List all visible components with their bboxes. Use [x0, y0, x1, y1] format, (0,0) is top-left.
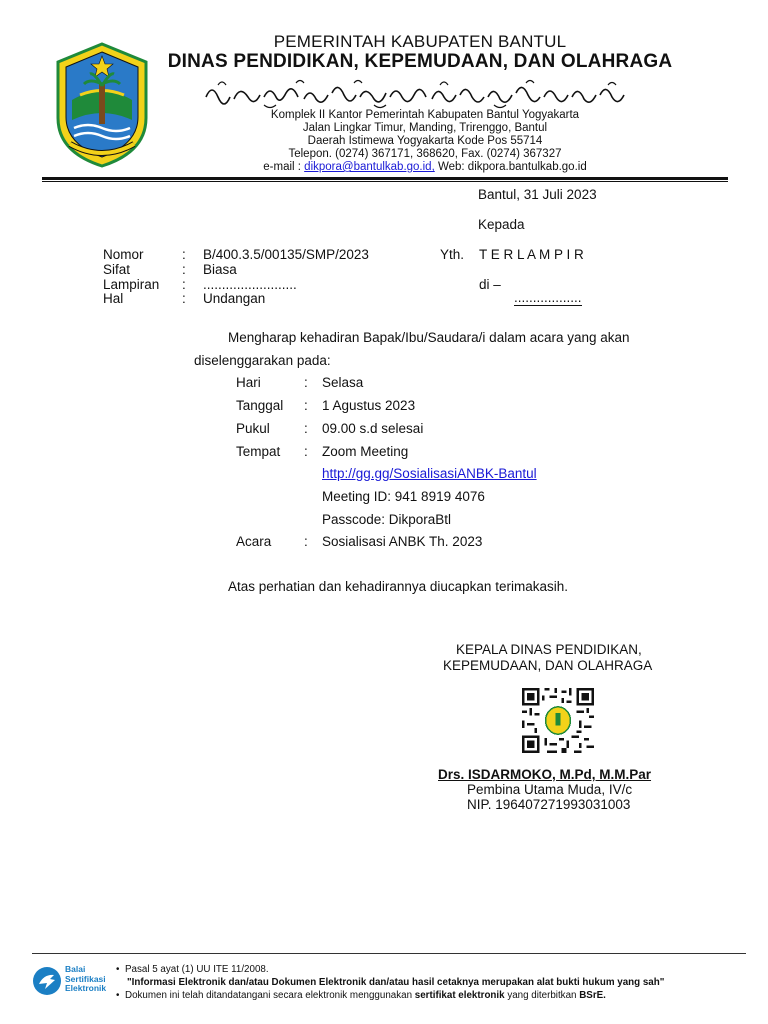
footer-bullet-2: •	[116, 990, 120, 1001]
qr-code-signature-icon[interactable]	[522, 688, 594, 753]
signer-title-line-2: KEPEMUDAAN, DAN OLAHRAGA	[443, 658, 653, 673]
detail-label-hari: Hari	[236, 375, 261, 390]
detail-value-hari: Selasa	[322, 375, 364, 390]
di-label: di –	[479, 277, 501, 292]
email-web-line	[230, 161, 620, 174]
meta-sep-sifat: :	[182, 262, 186, 277]
address-line-2: Jalan Lingkar Timur, Manding, Trirenggo, Bantul	[302, 122, 548, 134]
detail-sep-tanggal: :	[304, 398, 308, 413]
bsre-logo	[32, 962, 112, 1002]
meta-label-nomor: Nomor	[103, 247, 144, 262]
email-label: e-mail :	[263, 161, 305, 173]
bsre-logo-text-2: Sertifikasi	[65, 973, 106, 984]
letterhead-divider-thin	[42, 181, 728, 182]
footer-law-quote: "Informasi Elektronik dan/atau Dokumen Elektronik dan/atau hasil cetaknya merupakan alat bukti hukum yang sah"	[127, 977, 665, 988]
opening-line-1: Mengharap kehadiran Bapak/Ibu/Saudara/i dalam acara yang akan	[228, 330, 630, 345]
detail-label-pukul: Pukul	[236, 421, 270, 436]
meeting-id: Meeting ID: 941 8919 4076	[322, 489, 485, 504]
government-name: PEMERINTAH KABUPATEN BANTUL	[273, 32, 567, 51]
footer-law-reference: Pasal 5 ayat (1) UU ITE 11/2008.	[125, 964, 269, 975]
recipient: T E R L A M P I R	[479, 247, 584, 262]
footer-divider	[32, 953, 746, 954]
footer-notice-text-c: yang diterbitkan	[504, 990, 580, 1001]
signer-name: Drs. ISDARMOKO, M.Pd, M.M.Par	[438, 767, 652, 782]
detail-value-tempat: Zoom Meeting	[322, 444, 409, 459]
detail-sep-tempat: :	[304, 444, 308, 459]
di-dots: ..................	[514, 290, 582, 305]
meta-value-hal: Undangan	[203, 291, 266, 306]
web-label: Web:	[434, 161, 468, 173]
department-name: DINAS PENDIDIKAN, KEPEMUDAAN, DAN OLAHRAGA	[167, 51, 673, 72]
signer-nip: NIP. 196407271993031003	[467, 797, 631, 812]
signer-title-line-1: KEPALA DINAS PENDIDIKAN,	[456, 642, 642, 657]
bsre-logo-text-1: Balai	[65, 964, 86, 974]
bsre-emblem-icon	[32, 966, 62, 996]
opening-line-2: diselenggarakan pada:	[194, 353, 331, 368]
meta-sep-lampiran: :	[182, 277, 186, 292]
javanese-script-heading-icon	[204, 77, 632, 111]
detail-value-acara: Sosialisasi ANBK Th. 2023	[322, 534, 483, 549]
zoom-link[interactable]: http://gg.gg/SosialisasiANBK-Bantul	[322, 466, 537, 481]
address-line-1: Komplek II Kantor Pemerintah Kabupaten Bantul Yogyakarta	[270, 109, 580, 121]
meta-value-lampiran: .........................	[203, 277, 297, 292]
detail-sep-hari: :	[304, 375, 308, 390]
letterhead-divider-thick	[42, 177, 728, 180]
footer-signature-notice	[125, 990, 606, 1001]
footer-notice-text-a: Dokumen ini telah ditandatangani secara elektronik menggunakan	[125, 990, 415, 1001]
meta-value-sifat: Biasa	[203, 262, 237, 277]
to-label: Kepada	[478, 217, 525, 232]
web-address: dikpora.bantulkab.go.id	[467, 161, 587, 173]
meta-label-sifat: Sifat	[103, 262, 131, 277]
detail-label-tanggal: Tanggal	[236, 398, 284, 413]
detail-label-acara: Acara	[236, 534, 272, 549]
footer-notice-bsre: BSrE.	[579, 990, 606, 1001]
bsre-logo-text-3: Elektronik	[65, 983, 107, 993]
detail-sep-acara: :	[304, 534, 308, 549]
footer-notice-cert: sertifikat elektronik	[414, 990, 505, 1001]
detail-sep-pukul: :	[304, 421, 308, 436]
email-link[interactable]: dikpora@bantulkab.go.id,	[304, 161, 435, 173]
meta-sep-nomor: :	[182, 247, 186, 262]
signer-rank: Pembina Utama Muda, IV/c	[467, 782, 633, 797]
detail-value-tanggal: 1 Agustus 2023	[322, 398, 416, 413]
place-date: Bantul, 31 Juli 2023	[478, 187, 597, 202]
passcode: Passcode: DikporaBtl	[322, 512, 452, 527]
yth-label: Yth.	[440, 247, 465, 262]
meta-value-nomor: B/400.3.5/00135/SMP/2023	[203, 247, 369, 262]
bantul-regency-crest-icon	[50, 40, 154, 170]
footer-bullet-1: •	[116, 964, 120, 975]
address-line-3: Daerah Istimewa Yogyakarta Kode Pos 55714	[307, 135, 543, 147]
meta-label-lampiran: Lampiran	[103, 277, 160, 292]
closing-sentence: Atas perhatian dan kehadirannya diucapkan terimakasih.	[228, 579, 568, 594]
meta-label-hal: Hal	[103, 291, 124, 306]
detail-label-tempat: Tempat	[236, 444, 281, 459]
phone-fax-line: Telepon. (0274) 367171, 368620, Fax. (0274) 367327	[288, 148, 562, 160]
detail-value-pukul: 09.00 s.d selesai	[322, 421, 424, 436]
meta-sep-hal: :	[182, 291, 186, 306]
